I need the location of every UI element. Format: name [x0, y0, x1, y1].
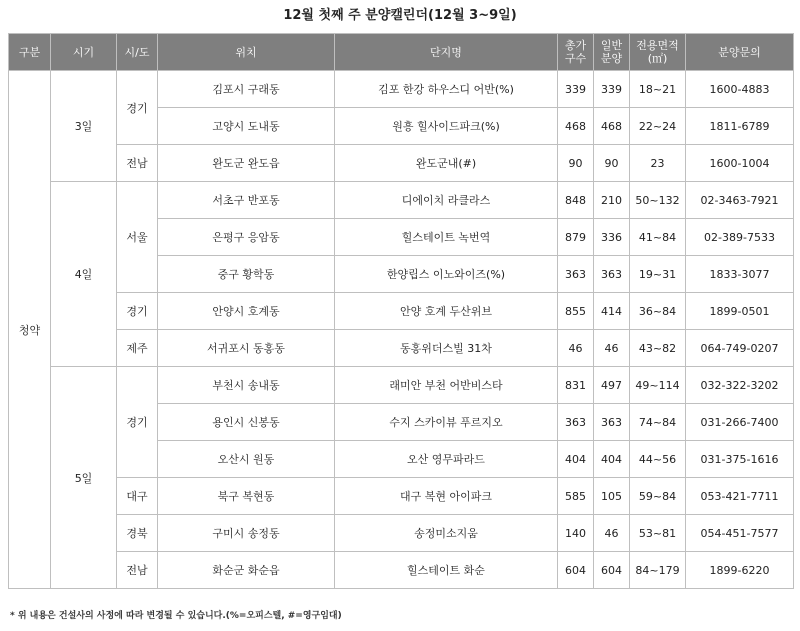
region-cell: 서울	[117, 182, 158, 293]
period-cell: 4일	[51, 182, 117, 367]
contact-cell: 032-322-3202	[686, 367, 794, 404]
general-cell: 105	[594, 478, 630, 515]
general-cell: 604	[594, 552, 630, 589]
header-gubun: 구분	[9, 34, 51, 71]
complex-cell: 완도군내(#)	[335, 145, 558, 182]
table-row	[9, 515, 794, 552]
table-row	[9, 367, 794, 404]
location-cell: 화순군 화순읍	[158, 552, 335, 589]
contact-cell: 054-451-7577	[686, 515, 794, 552]
complex-cell: 디에이치 라클라스	[335, 182, 558, 219]
table-row	[9, 145, 794, 182]
contact-cell: 1600-1004	[686, 145, 794, 182]
contact-cell: 064-749-0207	[686, 330, 794, 367]
location-cell: 용인시 신봉동	[158, 404, 335, 441]
total-cell: 46	[558, 330, 594, 367]
location-cell: 북구 복현동	[158, 478, 335, 515]
general-cell: 336	[594, 219, 630, 256]
header-location: 위치	[158, 34, 335, 71]
total-cell: 339	[558, 71, 594, 108]
area-cell: 36~84	[630, 293, 686, 330]
complex-cell: 대구 복현 아이파크	[335, 478, 558, 515]
general-cell: 339	[594, 71, 630, 108]
table-row	[9, 71, 794, 108]
total-cell: 848	[558, 182, 594, 219]
region-cell: 경기	[117, 293, 158, 330]
contact-cell: 1811-6789	[686, 108, 794, 145]
location-cell: 고양시 도내동	[158, 108, 335, 145]
location-cell: 김포시 구래동	[158, 71, 335, 108]
complex-cell: 송정미소지움	[335, 515, 558, 552]
location-cell: 중구 황학동	[158, 256, 335, 293]
complex-cell: 동홍위더스빌 31차	[335, 330, 558, 367]
area-cell: 23	[630, 145, 686, 182]
header-sido: 시/도	[117, 34, 158, 71]
table-row	[9, 478, 794, 515]
total-cell: 831	[558, 367, 594, 404]
header-sigi: 시기	[51, 34, 117, 71]
total-cell: 363	[558, 404, 594, 441]
page-title: 12월 첫째 주 분양캘린더(12월 3~9일)	[283, 8, 517, 23]
contact-cell: 1899-0501	[686, 293, 794, 330]
contact-cell: 02-3463-7921	[686, 182, 794, 219]
complex-cell: 한양립스 이노와이즈(%)	[335, 256, 558, 293]
location-cell: 구미시 송정동	[158, 515, 335, 552]
complex-cell: 김포 한강 하우스디 어반(%)	[335, 71, 558, 108]
category-cell: 청약	[9, 71, 51, 589]
location-cell: 서초구 반포동	[158, 182, 335, 219]
area-cell: 49~114	[630, 367, 686, 404]
general-cell: 497	[594, 367, 630, 404]
general-cell: 90	[594, 145, 630, 182]
region-cell: 경기	[117, 367, 158, 478]
location-cell: 안양시 호계동	[158, 293, 335, 330]
area-cell: 53~81	[630, 515, 686, 552]
general-cell: 363	[594, 404, 630, 441]
area-cell: 18~21	[630, 71, 686, 108]
general-cell: 414	[594, 293, 630, 330]
period-cell: 3일	[51, 71, 117, 182]
area-cell: 44~56	[630, 441, 686, 478]
area-cell: 19~31	[630, 256, 686, 293]
footnote: * 위 내용은 건설사의 사정에 따라 변경될 수 있습니다.(%=오피스텔, #=영구임대)	[10, 611, 342, 621]
total-cell: 363	[558, 256, 594, 293]
area-cell: 43~82	[630, 330, 686, 367]
contact-cell: 1833-3077	[686, 256, 794, 293]
area-cell: 41~84	[630, 219, 686, 256]
location-cell: 은평구 응암동	[158, 219, 335, 256]
region-cell: 전남	[117, 145, 158, 182]
total-cell: 604	[558, 552, 594, 589]
total-cell: 585	[558, 478, 594, 515]
header-contact: 분양문의	[686, 34, 794, 71]
header-total-units: 총가 구수	[558, 34, 594, 71]
area-cell: 74~84	[630, 404, 686, 441]
table-row	[9, 182, 794, 219]
area-cell: 59~84	[630, 478, 686, 515]
header-general-supply: 일반 분양	[594, 34, 630, 71]
contact-cell: 1600-4883	[686, 71, 794, 108]
total-cell: 404	[558, 441, 594, 478]
calendar-table	[8, 33, 794, 589]
period-cell: 5일	[51, 367, 117, 589]
general-cell: 468	[594, 108, 630, 145]
general-cell: 46	[594, 330, 630, 367]
complex-cell: 힐스테이트 화순	[335, 552, 558, 589]
complex-cell: 수지 스카이뷰 푸르지오	[335, 404, 558, 441]
region-cell: 제주	[117, 330, 158, 367]
location-cell: 완도군 완도읍	[158, 145, 335, 182]
general-cell: 210	[594, 182, 630, 219]
region-cell: 경기	[117, 71, 158, 145]
location-cell: 오산시 원동	[158, 441, 335, 478]
location-cell: 서귀포시 동홍동	[158, 330, 335, 367]
region-cell: 전남	[117, 552, 158, 589]
table-row	[9, 552, 794, 589]
contact-cell: 031-266-7400	[686, 404, 794, 441]
total-cell: 140	[558, 515, 594, 552]
total-cell: 468	[558, 108, 594, 145]
complex-cell: 래미안 부천 어반비스타	[335, 367, 558, 404]
complex-cell: 안양 호계 두산위브	[335, 293, 558, 330]
contact-cell: 1899-6220	[686, 552, 794, 589]
region-cell: 대구	[117, 478, 158, 515]
table-row	[9, 330, 794, 367]
contact-cell: 053-421-7711	[686, 478, 794, 515]
complex-cell: 오산 영무파라드	[335, 441, 558, 478]
header-row	[9, 34, 794, 71]
header-complex: 단지명	[335, 34, 558, 71]
general-cell: 46	[594, 515, 630, 552]
total-cell: 879	[558, 219, 594, 256]
table-row	[9, 293, 794, 330]
complex-cell: 힐스테이트 녹번역	[335, 219, 558, 256]
area-cell: 50~132	[630, 182, 686, 219]
area-cell: 84~179	[630, 552, 686, 589]
general-cell: 404	[594, 441, 630, 478]
total-cell: 90	[558, 145, 594, 182]
header-area: 전용면적 (㎡)	[630, 34, 686, 71]
region-cell: 경북	[117, 515, 158, 552]
general-cell: 363	[594, 256, 630, 293]
complex-cell: 원흥 힐사이드파크(%)	[335, 108, 558, 145]
location-cell: 부천시 송내동	[158, 367, 335, 404]
area-cell: 22~24	[630, 108, 686, 145]
contact-cell: 02-389-7533	[686, 219, 794, 256]
contact-cell: 031-375-1616	[686, 441, 794, 478]
total-cell: 855	[558, 293, 594, 330]
